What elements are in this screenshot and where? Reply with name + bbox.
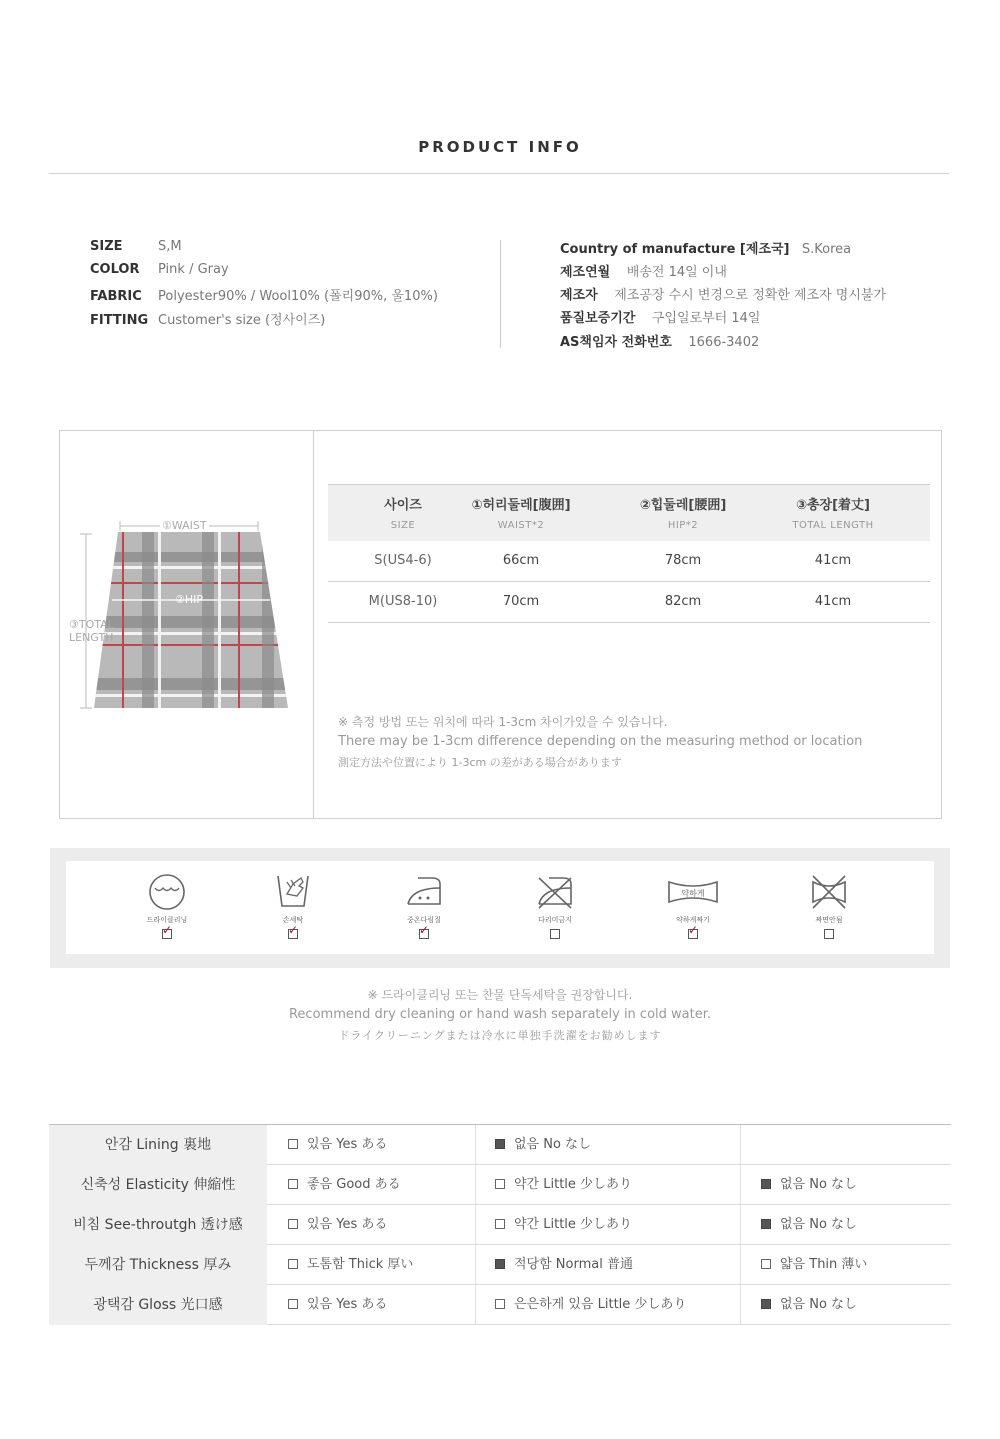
size-box-divider <box>313 431 314 818</box>
care-item-dry-clean <box>132 872 202 939</box>
checkbox-selected <box>761 1219 771 1229</box>
section-title: PRODUCT INFO <box>418 138 582 156</box>
measure-note-en: There may be 1-3cm difference depending on the measuring method or location <box>338 734 863 749</box>
attr-option <box>495 1285 686 1325</box>
header-en: WAIST*2 <box>497 520 545 531</box>
info-value: S,M <box>158 239 182 254</box>
waist-label: ①WAIST <box>162 519 207 532</box>
check-icon: ✓ <box>162 923 173 937</box>
info-row-warranty <box>560 307 760 326</box>
info-row-color <box>90 262 229 277</box>
checkbox-selected <box>761 1179 771 1189</box>
attr-row-thickness <box>49 1245 951 1285</box>
gentle-wring-icon <box>663 872 723 912</box>
care-item-hand-wash <box>258 872 328 939</box>
info-row-fabric <box>90 285 438 304</box>
info-divider <box>500 240 501 348</box>
attr-option-text: 없음 No なし <box>780 1177 858 1192</box>
attr-label: 광택감 Gloss 光口感 <box>49 1285 267 1325</box>
attr-row-gloss <box>49 1285 951 1325</box>
attr-option-text: 있음 Yes ある <box>307 1217 388 1232</box>
care-checkbox <box>162 923 173 939</box>
title-divider <box>49 173 949 174</box>
length-label-line2: LENGTH <box>69 631 114 644</box>
info-key: SIZE <box>90 239 123 254</box>
checkbox <box>288 1139 298 1149</box>
attr-label: 비침 See-throutgh 透け感 <box>49 1205 267 1245</box>
measure-note-kr: ※ 측정 방법 또는 위치에 따라 1-3cm 차이가있을 수 있습니다. <box>338 715 668 729</box>
no-wring-icon <box>809 872 849 912</box>
attr-label: 신축성 Elasticity 伸縮性 <box>49 1165 267 1205</box>
info-row-fitting <box>90 309 325 328</box>
care-checkbox <box>419 923 430 939</box>
attr-option-text: 약간 Little 少しあり <box>514 1217 633 1232</box>
care-item-no-iron <box>520 872 590 939</box>
header-en: TOTAL LENGTH <box>792 520 874 531</box>
info-key: FABRIC <box>90 289 142 304</box>
attributes-table <box>49 1124 951 1325</box>
attr-option <box>288 1245 413 1285</box>
table-cell: 70cm <box>502 594 540 609</box>
checkbox <box>288 1179 298 1189</box>
table-cell: 41cm <box>814 553 852 568</box>
info-row-as-phone <box>560 331 759 350</box>
checkbox <box>288 1299 298 1309</box>
attr-label: 안감 Lining 裏地 <box>49 1125 267 1165</box>
attr-option-text: 도톰함 Thick 厚い <box>307 1257 414 1272</box>
info-row-date <box>560 261 727 280</box>
check-icon: ✓ <box>688 923 699 937</box>
attr-option <box>495 1165 632 1205</box>
care-item-iron <box>389 872 459 939</box>
table-row <box>328 541 930 582</box>
header-kr: ②힙둘레[腰囲] <box>639 498 727 513</box>
iron-icon <box>404 872 444 912</box>
attr-option-text: 좋음 Good ある <box>307 1177 401 1192</box>
care-label: 손세탁 <box>282 916 304 924</box>
no-iron-icon <box>535 872 575 912</box>
care-checkbox <box>550 929 560 939</box>
length-label-line1: ③TOTAL <box>69 618 114 631</box>
info-value: Customer's size (정사이즈) <box>158 313 326 328</box>
care-note-en: Recommend dry cleaning or hand wash separately in cold water. <box>288 1007 711 1022</box>
checkbox <box>495 1219 505 1229</box>
attr-option <box>761 1285 857 1325</box>
table-cell: S(US4-6) <box>374 553 432 568</box>
attr-row-elasticity <box>49 1165 951 1205</box>
info-key: Country of manufacture [제조국] <box>560 242 790 257</box>
attr-option <box>288 1285 387 1325</box>
size-table-header <box>328 484 930 541</box>
care-checkbox <box>688 923 699 939</box>
info-key: 제조자 <box>560 288 598 303</box>
check-icon: ✓ <box>288 923 299 937</box>
measure-note-jp: 測定方法や位置により 1-3cm の差がある場合があります <box>338 756 622 769</box>
check-icon: ✓ <box>419 923 430 937</box>
care-note-jp: ドライクリーニングまたは冷水に単独手洗濯をお勧めします <box>338 1029 662 1042</box>
attr-option-text: 얇음 Thin 薄い <box>780 1257 868 1272</box>
attr-option-text: 있음 Yes ある <box>307 1297 388 1312</box>
info-row-size <box>90 239 182 254</box>
checkbox <box>495 1299 505 1309</box>
care-label: 드라이클리닝 <box>146 916 188 924</box>
gentle-wring-text: 약하게 <box>681 889 705 898</box>
checkbox <box>288 1219 298 1229</box>
info-value: 제조공장 수시 변경으로 정확한 제조자 명시불가 <box>614 288 887 303</box>
hip-label: ②HIP <box>175 593 204 606</box>
care-label: 약하게짜기 <box>676 916 710 924</box>
table-cell: 41cm <box>814 594 852 609</box>
info-value: Polyester90% / Wool10% (폴리90%, 울10%) <box>158 289 438 304</box>
care-item-no-wring <box>794 872 864 939</box>
header-en: SIZE <box>390 520 416 531</box>
attr-option-text: 있음 Yes ある <box>307 1137 388 1152</box>
attr-option-text: 은은하게 있음 Little 少しあり <box>514 1297 687 1312</box>
info-key: 제조연월 <box>560 265 611 280</box>
attr-option <box>761 1245 867 1285</box>
attr-option <box>288 1165 401 1205</box>
table-cell: 82cm <box>664 594 702 609</box>
table-cell: 66cm <box>502 553 540 568</box>
info-row-maker <box>560 284 886 303</box>
attr-option <box>288 1125 387 1165</box>
info-key: AS책임자 전화번호 <box>560 335 672 350</box>
table-cell: M(US8-10) <box>368 594 438 609</box>
info-key: FITTING <box>90 313 149 328</box>
care-checkbox <box>288 923 299 939</box>
care-label: 짜면안됨 <box>815 916 843 924</box>
info-key: 품질보증기간 <box>560 311 636 326</box>
checkbox-selected <box>495 1259 505 1269</box>
dry-clean-icon <box>147 872 187 912</box>
checkbox-selected <box>495 1139 505 1149</box>
attr-option-text: 적당함 Normal 普通 <box>514 1257 633 1272</box>
info-row-country <box>560 238 851 257</box>
attr-option <box>288 1205 387 1245</box>
attr-row-see-through <box>49 1205 951 1245</box>
attr-option <box>495 1125 591 1165</box>
table-cell: 78cm <box>664 553 702 568</box>
info-key: COLOR <box>90 262 140 277</box>
attr-label: 두께감 Thickness 厚み <box>49 1245 267 1285</box>
header-kr: ①허리둘레[腹囲] <box>471 498 571 513</box>
attr-option <box>495 1245 633 1285</box>
table-row <box>328 582 930 623</box>
attr-option-text: 없음 No なし <box>514 1137 592 1152</box>
care-note-kr: ※ 드라이클리닝 또는 찬물 단독세탁을 권장합니다. <box>367 988 633 1002</box>
info-value: S.Korea <box>801 242 852 257</box>
info-value: 1666-3402 <box>688 335 760 350</box>
info-value: 배송전 14일 이내 <box>626 265 727 280</box>
attr-option <box>761 1205 857 1245</box>
length-label <box>69 618 114 644</box>
checkbox <box>288 1259 298 1269</box>
info-value: 구입일로부터 14일 <box>651 311 761 326</box>
attr-option <box>761 1165 857 1205</box>
size-table <box>328 484 930 623</box>
header-kr: 사이즈 <box>384 498 422 513</box>
checkbox <box>761 1259 771 1269</box>
care-item-gentle-wring <box>658 872 728 939</box>
attr-option-text: 약간 Little 少しあり <box>514 1177 633 1192</box>
care-label: 중온다림질 <box>407 916 441 924</box>
attr-option-text: 없음 No なし <box>780 1217 858 1232</box>
attr-option <box>495 1205 632 1245</box>
hand-wash-icon <box>273 872 313 912</box>
header-en: HIP*2 <box>667 520 699 531</box>
checkbox-selected <box>761 1299 771 1309</box>
care-checkbox <box>824 929 834 939</box>
attr-row-lining <box>49 1125 951 1165</box>
header-kr: ③총장[着丈] <box>795 498 870 513</box>
checkbox <box>495 1179 505 1189</box>
care-label: 다리미금지 <box>538 916 572 924</box>
attr-option-text: 없음 No なし <box>780 1297 858 1312</box>
info-value: Pink / Gray <box>158 262 229 277</box>
